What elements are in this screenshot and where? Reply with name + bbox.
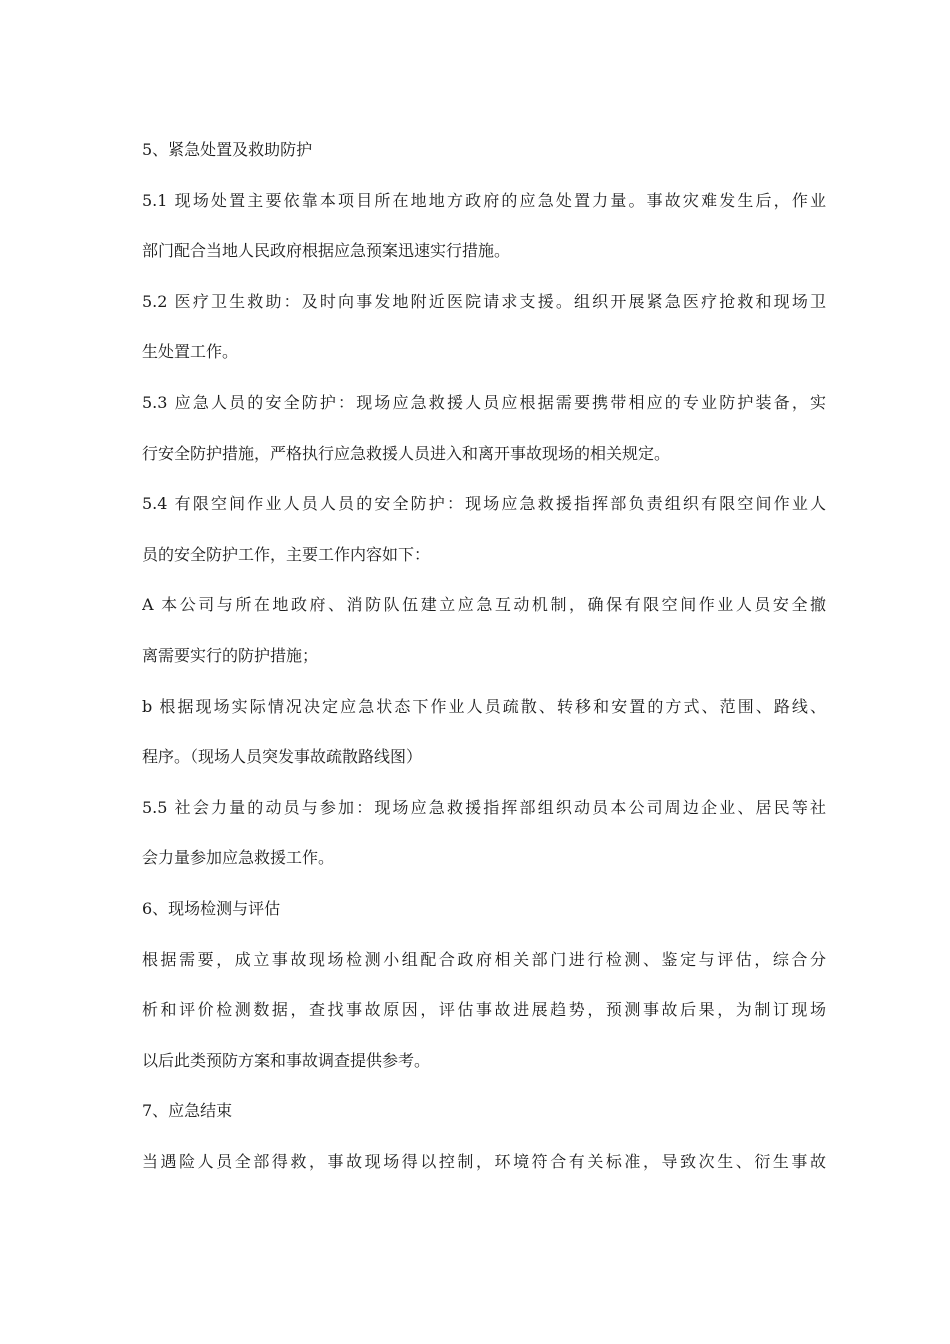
text-line: 5.3 应急人员的安全防护：现场应急救援人员应根据需要携带相应的专业防护装备，实 [142,392,826,412]
text-line: 5.4 有限空间作业人员人员的安全防护：现场应急救援指挥部负责组织有限空间作业人 [142,494,826,514]
text-line: b 根据现场实际情况决定应急状态下作业人员疏散、转移和安置的方式、范围、路线、 [142,696,826,716]
text-line: 部门配合当地人民政府根据应急预案迅速实行措施。 [142,241,511,261]
text-line: A 本公司与所在地政府、消防队伍建立应急互动机制，确保有限空间作业人员安全撤 [142,595,826,615]
text-line: 析和评价检测数据，查找事故原因，评估事故进展趋势，预测事故后果，为制订现场 [142,1000,826,1020]
text-line: 7、应急结束 [142,1101,233,1121]
text-line: 5.1 现场处置主要依靠本项目所在地地方政府的应急处置力量。事故灾难发生后，作业 [142,190,826,210]
text-line: 会力量参加应急救援工作。 [142,848,335,868]
text-line: 根据需要，成立事故现场检测小组配合政府相关部门进行检测、鉴定与评估，综合分 [142,949,826,969]
text-line: 5、紧急处置及救助防护 [142,140,313,159]
text-line: 5.2 医疗卫生救助：及时向事发地附近医院请求支援。组织开展紧急医疗抢救和现场卫 [142,291,826,311]
text-line: 6、现场检测与评估 [142,898,281,918]
text-line: 以后此类预防方案和事故调查提供参考。 [142,1050,431,1070]
text-line: 行安全防护措施，严格执行应急救援人员进入和离开事故现场的相关规定。 [142,443,671,463]
text-line: 当遇险人员全部得救，事故现场得以控制，环境符合有关标准，导致次生、衍生事故 [142,1151,826,1171]
text-line: 员的安全防护工作，主要工作内容如下： [142,544,431,564]
text-line: 离需要实行的防护措施； [142,645,319,665]
text-line: 5.5 社会力量的动员与参加：现场应急救援指挥部组织动员本公司周边企业、居民等社 [142,797,826,817]
text-line: 程序。（现场人员突发事故疏散路线图） [142,747,423,767]
text-line: 生处置工作。 [142,342,239,362]
document-body [142,132,826,1194]
